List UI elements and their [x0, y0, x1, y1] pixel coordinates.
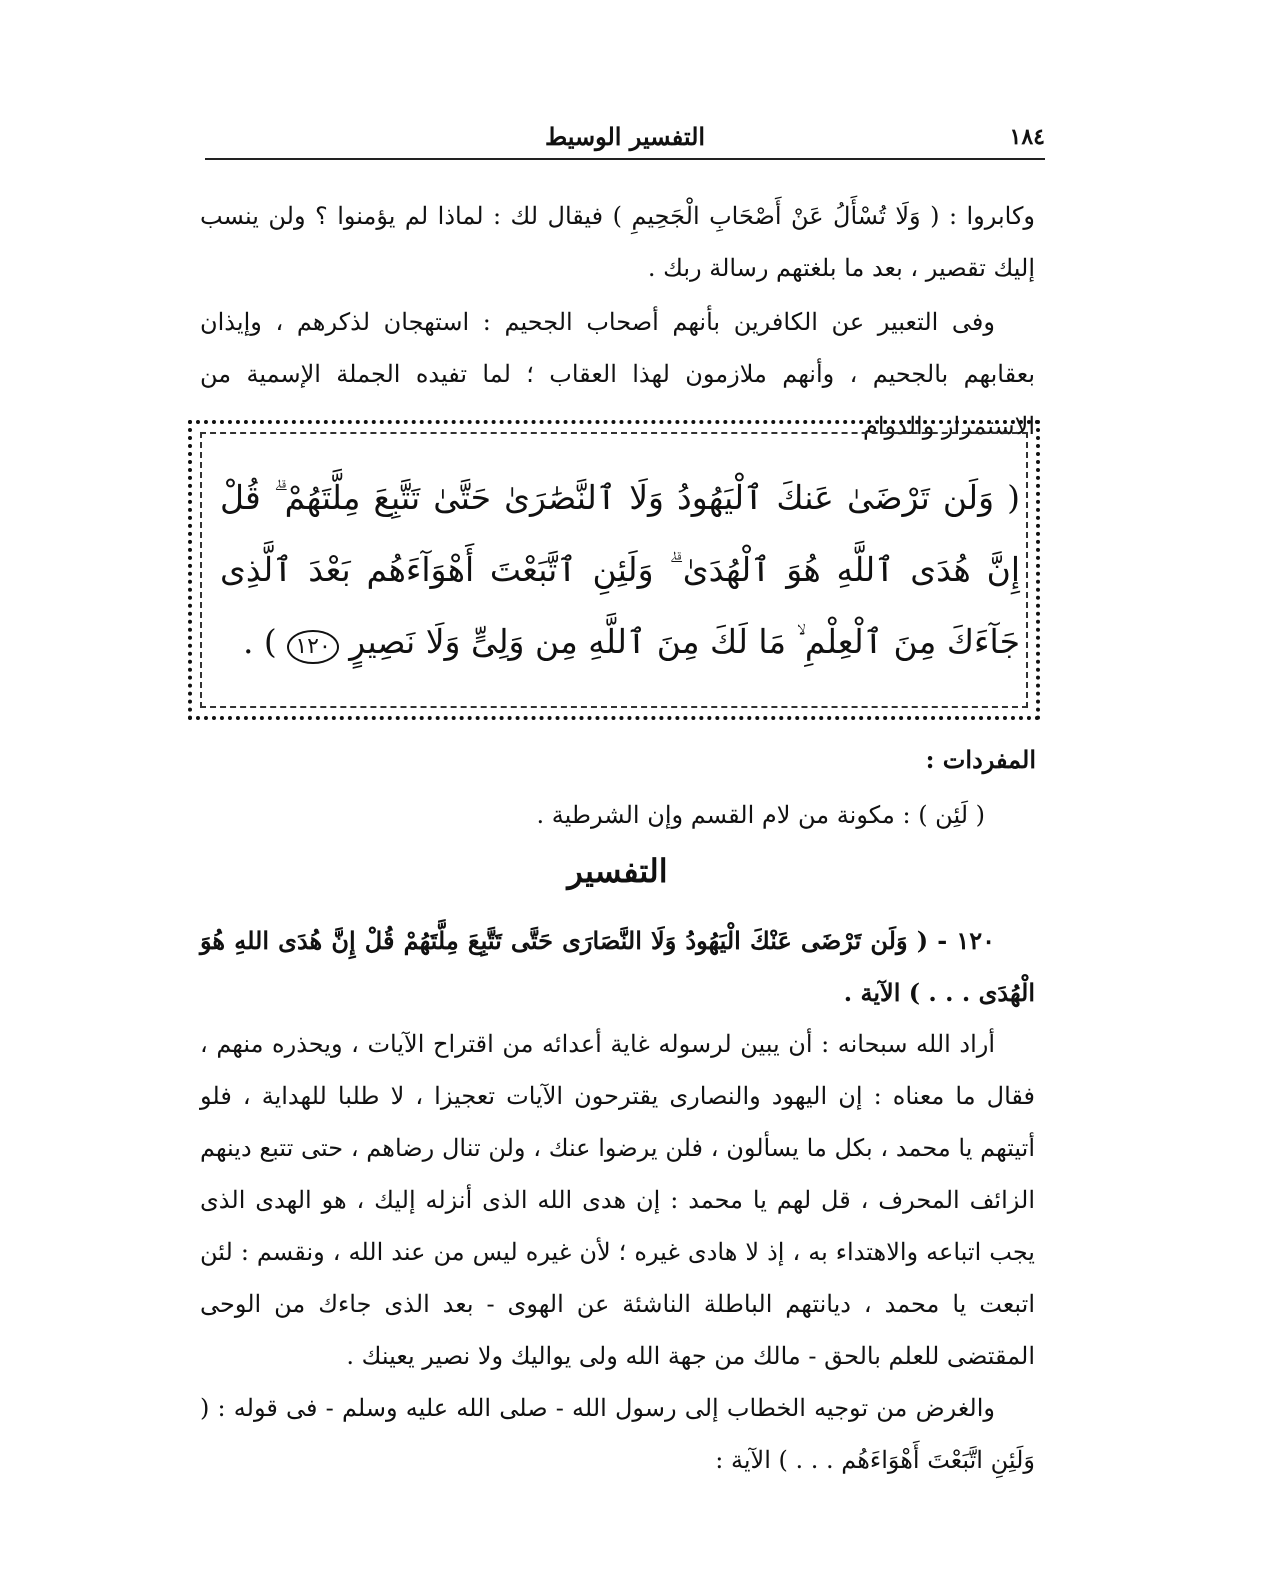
intro-paragraph-1: وكابروا : ( وَلَا تُسْأَلُ عَنْ أَصْحَابِ الْجَحِيمِ ) فيقال لك : لماذا لم يؤمنوا ؟ ولن ينسب إليك تقصير ، بعد ما بلغتهم رسالة ربك . — [200, 202, 1035, 282]
intro-paragraph-2: وفى التعبير عن الكافرين بأنهم أصحاب الجحيم : استهجان لذكرهم ، وإيذان بعقابهم بالجحيم ، وأنهم ملازمون لهذا العقاب ؛ لما تفيده الجملة الإسمية من الاستمرار والدوام — [200, 308, 1035, 440]
header-rule — [205, 158, 1045, 160]
verse-closing: ) . — [242, 622, 277, 661]
quran-verse — [220, 462, 1020, 678]
running-title: التفسير الوسيط — [544, 122, 706, 151]
tafsir-paragraph: أراد الله سبحانه : أن يبين لرسوله غاية أعدائه من اقتراح الآيات ، ويحذره منهم ، فقال ما معناه : إن اليهود والنصارى يقترحون الآيات تعجيزا ، لا طلبا للهداية ، فلو أتيتهم يا محمد ، بكل ما يسألون ، فلن يرضوا عنك ، ولن تنال رضاهم ، حتى تتبع دينهم الزائف المحرف ، قل لهم يا محمد : إن هدى الله الذى أنزله إليك ، هو الهدى الذى يجب اتباعه والاهتداء به ، إذ لا هادى غيره ؛ لأن غيره ليس من عند الله ، ونقسم : لئن اتبعت يا محمد ، ديانتهم الباطلة الناشئة عن الهوى - بعد الذى جاءك من الوحى المقتضى للعلم بالحق - مالك من جهة الله ولى يواليك ولا نصير يعينك . — [200, 1030, 1036, 1370]
tafsir-verse-quote: ١٢٠ - ( وَلَن تَرْضَى عَنْكَ الْيَهُودُ وَلَا النَّصَارَى حَتَّى تَتَّبِعَ مِلَّتَهُمْ قُلْ إِنَّ هُدَى اللهِ هُوَ الْهُدَى . . . ) الآية . — [200, 926, 1035, 1007]
vocabulary-heading: المفردات : — [925, 745, 1036, 774]
page-header — [205, 118, 1045, 158]
page-number: ١٨٤ — [1009, 124, 1045, 150]
tafsir-closing-paragraph: والغرض من توجيه الخطاب إلى رسول الله - صلى الله عليه وسلم - فى قوله : ( وَلَئِنِ اتَّبَعْتَ أَهْوَاءَهُم . . . ) الآية : — [200, 1394, 1035, 1474]
tafsir-heading: التفسير — [567, 852, 668, 890]
verse-number-badge: ١٢٠ — [287, 630, 338, 664]
verse-text: ( وَلَن تَرْضَىٰ عَنكَ ٱلْيَهُودُ وَلَا ٱلنَّصَٰرَىٰ حَتَّىٰ تَتَّبِعَ مِلَّتَهُمْ ۗ قُلْ إِنَّ هُدَى ٱللَّهِ هُوَ ٱلْهُدَىٰ ۗ وَلَئِنِ ٱتَّبَعْتَ أَهْوَآءَهُم بَعْدَ ٱلَّذِى جَآءَكَ مِنَ ٱلْعِلْمِ ۙ مَا لَكَ مِنَ ٱللَّهِ مِن وَلِىٍّ وَلَا نَصِيرٍ — [220, 478, 1020, 661]
vocabulary-item: ( لَئِن ) : مكونة من لام القسم وإن الشرطية . — [536, 801, 985, 829]
